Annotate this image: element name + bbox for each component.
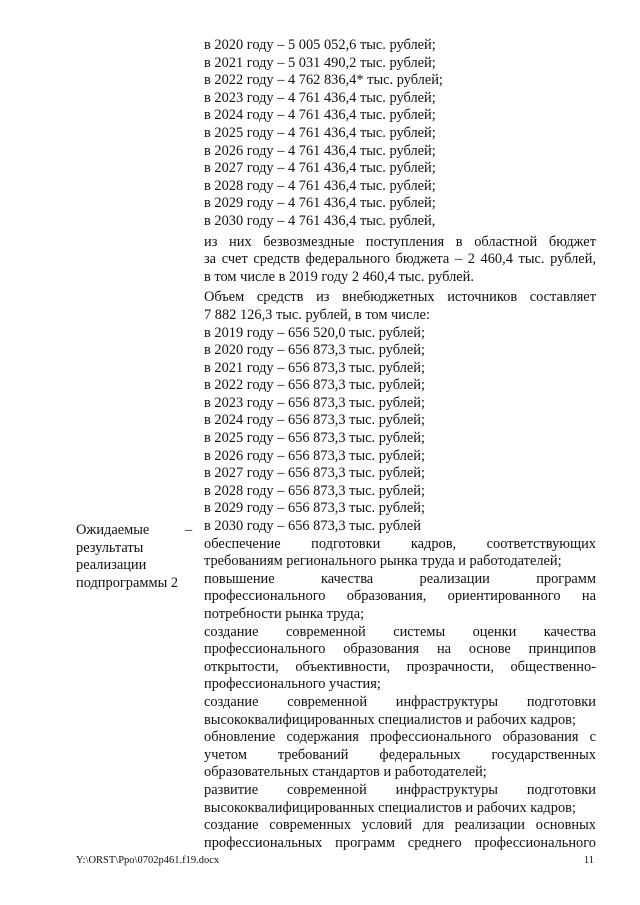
section-label-line: Ожидаемые (76, 522, 150, 538)
extrabudget-line: в 2027 году – 656 873,3 тыс. рублей; (204, 465, 425, 482)
result-item (204, 729, 596, 782)
federal-paragraph (204, 234, 596, 287)
result-item (204, 624, 596, 694)
result-line: открытости, объективности, прозрачности, общественно- (204, 658, 596, 675)
content-column (204, 37, 596, 852)
results-list (204, 536, 596, 853)
result-line: учетом требований федеральных государственных (204, 746, 596, 763)
result-line: обеспечение подготовки кадров, соответствующих (204, 535, 596, 552)
result-line: создание современных условий для реализации основных (204, 817, 596, 834)
extrabudget-line: в 2029 году – 656 873,3 тыс. рублей; (204, 500, 425, 517)
section-label-line: результаты (76, 539, 144, 556)
paragraph-line: из них безвозмездные поступления в областной бюджет (204, 233, 596, 250)
extrabudget-line: в 2025 году – 656 873,3 тыс. рублей; (204, 430, 425, 447)
result-item (204, 694, 596, 729)
paragraph-line: за счет средств федерального бюджета – 2 460,4 тыс. рублей, (204, 251, 596, 268)
budget-line: в 2028 году – 4 761 436,4 тыс. рублей; (204, 177, 436, 194)
extrabudget-paragraph (204, 289, 596, 324)
result-line: профессионального участия; (204, 676, 381, 693)
extrabudget-line: в 2026 году – 656 873,3 тыс. рублей; (204, 447, 425, 464)
budget-line: в 2027 году – 4 761 436,4 тыс. рублей; (204, 160, 436, 177)
extrabudget-line: в 2019 году – 656 520,0 тыс. рублей; (204, 324, 425, 341)
extrabudget-line: в 2020 году – 656 873,3 тыс. рублей; (204, 342, 425, 359)
budget-line: в 2025 году – 4 761 436,4 тыс. рублей; (204, 124, 436, 141)
result-line: потребности рынка труда; (204, 606, 365, 622)
section-label-line: реализации (76, 557, 147, 574)
section-label (76, 522, 196, 592)
result-item (204, 536, 596, 571)
budget-line: в 2023 году – 4 761 436,4 тыс. рублей; (204, 89, 436, 106)
result-line: создание современной системы оценки качества (204, 623, 596, 640)
extrabudget-line: в 2030 году – 656 873,3 тыс. рублей (204, 518, 421, 535)
budget-list (204, 37, 596, 231)
result-line: образовательных стандартов и работодателей; (204, 764, 487, 781)
result-line: обновление содержания профессионального образования с (204, 729, 596, 746)
extrabudget-line: в 2022 году – 656 873,3 тыс. рублей; (204, 377, 425, 394)
extrabudget-line: в 2023 году – 656 873,3 тыс. рублей; (204, 394, 425, 411)
section-label-line: подпрограммы 2 (76, 574, 179, 591)
result-line: высококвалифицированных специалистов и рабочих кадров; (204, 799, 576, 816)
footer-file-path: Y:\ORST\Ppo\0702p461.f19.docx (76, 855, 220, 866)
extrabudget-list (204, 325, 596, 536)
result-item (204, 571, 596, 624)
budget-line: в 2022 году – 4 762 836,4* тыс. рублей; (204, 72, 443, 89)
budget-line: в 2029 году – 4 761 436,4 тыс. рублей; (204, 195, 436, 212)
budget-line: в 2020 году – 5 005 052,6 тыс. рублей; (204, 37, 436, 53)
result-item (204, 782, 596, 817)
result-line: развитие современной инфраструктуры подготовки (204, 781, 596, 798)
extrabudget-line: в 2024 году – 656 873,3 тыс. рублей; (204, 412, 425, 429)
result-line: профессионального образования, ориентированного на (204, 588, 596, 605)
result-line: требованиям регионального рынка труда и работодателей; (204, 553, 562, 570)
page-number: 11 (583, 855, 594, 866)
paragraph-line: в том числе в 2019 году 2 460,4 тыс. рублей. (204, 268, 474, 285)
result-item (204, 817, 596, 852)
result-line: профессионального образования на основе принципов (204, 641, 596, 658)
extrabudget-line: в 2021 году – 656 873,3 тыс. рублей; (204, 359, 425, 376)
section-dash: – (185, 522, 193, 538)
paragraph-line: 7 882 126,3 тыс. рублей, в том числе: (204, 306, 430, 323)
extrabudget-line: в 2028 году – 656 873,3 тыс. рублей; (204, 482, 425, 499)
result-line: профессиональных программ среднего профессионального (204, 834, 596, 851)
budget-line: в 2030 году – 4 761 436,4 тыс. рублей, (204, 212, 436, 229)
result-line: высококвалифицированных специалистов и рабочих кадров; (204, 711, 576, 728)
budget-line: в 2021 году – 5 031 490,2 тыс. рублей; (204, 54, 436, 71)
result-line: повышение качества реализации программ (204, 570, 596, 587)
budget-line: в 2024 году – 4 761 436,4 тыс. рублей; (204, 107, 436, 124)
budget-line: в 2026 году – 4 761 436,4 тыс. рублей; (204, 142, 436, 159)
paragraph-line: Объем средств из внебюджетных источников составляет (204, 289, 596, 306)
result-line: создание современной инфраструктуры подготовки (204, 693, 596, 710)
